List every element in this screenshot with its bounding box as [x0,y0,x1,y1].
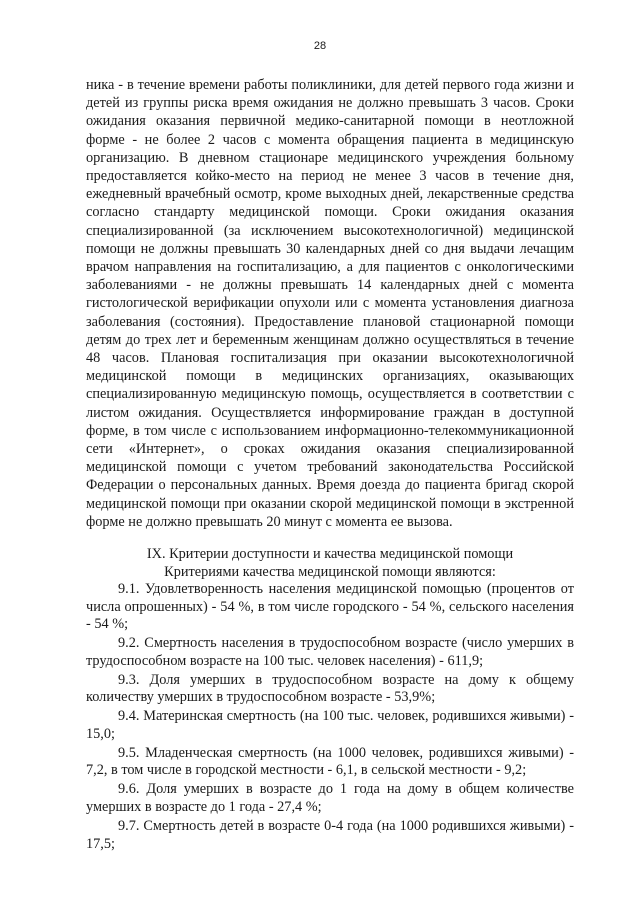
criterion-9-2: 9.2. Смертность населения в трудоспособном возрасте (число умерших в трудоспособном возрасте на 100 тыс. человек населения) - 611,9; [86,635,574,669]
criterion-9-1: 9.1. Удовлетворенность населения медицинской помощью (процентов от числа опрошенных) - 54 %, в том числе городского - 54 %, сельского населения - 54 %; [86,581,574,632]
page-number: 28 [313,40,327,52]
section-title: IX. Критерии доступности и качества медицинской помощи [146,546,514,562]
criterion-9-5: 9.5. Младенческая смертность (на 1000 человек, родившихся живыми) - 7,2, в том числе в городской местности - 6,1, в сельской местности - 9,2; [86,744,574,779]
criterion-9-4: 9.4. Материнская смертность (на 100 тыс. человек, родившихся живыми) - 15,0; [86,708,574,742]
body-paragraph: ника - в течение времени работы поликлиники, для детей первого года жизни и детей из группы риска время ожидания не должно превышать 3 часов. Сроки ожидания оказания первичной медико-санитарной помощи в неотложной форме - не более 2 часов с момента обращения пациента в медицинскую организацию. В дневном стационаре медицинского учреждения больному предоставляется койко-место на период не менее 3 часов в течение дня, ежедневный врачебный осмотр, кроме выходных дней, лекарственные средства согласно стандарту медицинской помощи. Сроки ожидания оказания специализированной (за исключением высокотехнологичной) медицинской помощи не должны превышать 30 календарных дней со дня выдачи лечащим врачом направления на госпитализацию, а для пациентов с онкологическими заболеваниями - не должны превышать 14 календарных дней с момента гистологической верификации опухоли или с момента установления диагноза заболевания (состояния). Предоставление плановой стационарной помощи детям до трех лет и беременным женщинам должно осуществляться в течение 48 часов. Плановая госпитализация при оказании высокотехнологичной медицинской помощи в медицинских организациях, оказывающих специализированную медицинскую помощь, осуществляется в соответствии с листом ожидания. Осуществляется информирование граждан в доступной форме, в том числе с использованием информационно-телекоммуникационной сети «Интернет», о сроках ожидания оказания специализированной медицинской помощи с учетом требований законодательства Российской Федерации о персональных данных. Время доезда до пациента бригад скорой медицинской помощи при оказании скорой медицинской помощи в экстренной форме не должно превышать 20 минут с момента ее вызова. [86,77,574,530]
criterion-9-7: 9.7. Смертность детей в возрасте 0-4 года (на 1000 родившихся живыми) - 17,5; [86,818,574,852]
criterion-9-3: 9.3. Доля умерших в трудоспособном возрасте на дому к общему количеству умерших в трудоспособном возрасте - 53,9%; [86,671,574,706]
criterion-9-6: 9.6. Доля умерших в возрасте до 1 года на дому в общем количестве умерших в возрасте до 1 года - 27,4 %; [86,781,574,815]
criteria-list [86,581,574,855]
section-subtitle: Критериями качества медицинской помощи являются: [164,564,496,580]
